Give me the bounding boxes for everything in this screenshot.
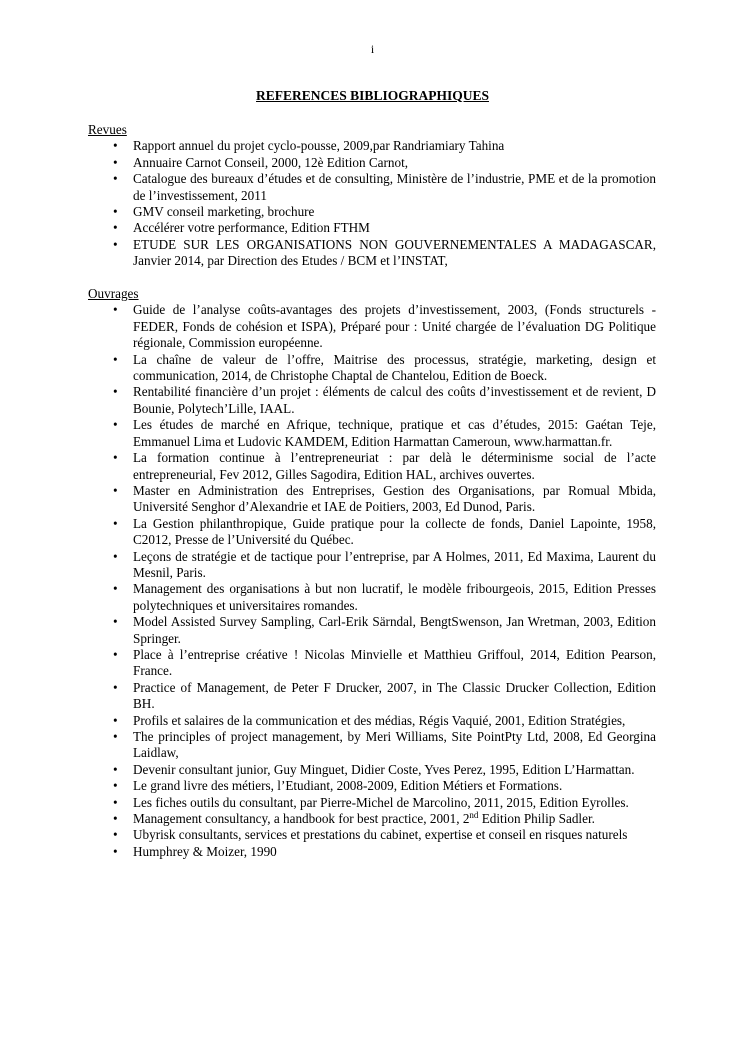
reference-item: • Les fiches outils du consultant, par Pierre-Michel de Marcolino, 2011, 2015, Edition Eyrolles. bbox=[88, 795, 656, 811]
page-title: REFERENCES BIBLIOGRAPHIQUES bbox=[256, 88, 489, 103]
reference-item: • Model Assisted Survey Sampling, Carl-Erik Särndal, BengtSwenson, Jan Wretman, 2003, Edition Springer. bbox=[88, 614, 656, 647]
reference-item: • Practice of Management, de Peter F Drucker, 2007, in The Classic Drucker Collection, Edition BH. bbox=[88, 680, 656, 713]
reference-item: • Guide de l’analyse coûts-avantages des projets d’investissement, 2003, (Fonds structurels - FEDER, Fonds de cohésion et ISPA), Préparé pour : Unité chargée de l’évaluation DG Politique régionale, Commission européenne. bbox=[88, 302, 656, 351]
reference-item: • La Gestion philanthropique, Guide pratique pour la collecte de fonds, Daniel Lapointe, 1958, C2012, Presse de l’Université du Québec. bbox=[88, 516, 656, 549]
reference-item: • Master en Administration des Entreprises, Gestion des Organisations, par Romual Mbida, Université Senghor d’Alexandrie et IAE de Poitiers, 2003, Ed Dunod, Paris. bbox=[88, 483, 656, 516]
page-number: i bbox=[370, 42, 375, 56]
reference-item: • Rapport annuel du projet cyclo-pousse, 2009,par Randriamiary Tahina bbox=[88, 138, 656, 154]
reference-item: • GMV conseil marketing, brochure bbox=[88, 204, 656, 220]
reference-item: • Management des organisations à but non lucratif, le modèle fribourgeois, 2015, Edition Presses polytechniques et universitaires romandes. bbox=[88, 581, 656, 614]
reference-item: • Catalogue des bureaux d’études et de consulting, Ministère de l’industrie, PME et de la promotion de l’investissement, 2011 bbox=[88, 171, 656, 204]
reference-item: • Leçons de stratégie et de tactique pour l’entreprise, par A Holmes, 2011, Ed Maxima, Laurent du Mesnil, Paris. bbox=[88, 549, 656, 582]
reference-item: • Les études de marché en Afrique, technique, pratique et cas d’études, 2015: Gaétan Teje, Emmanuel Lima et Ludovic KAMDEM, Edition Harmattan Cameroun, www.harmattan.fr. bbox=[88, 417, 656, 450]
section-spacer bbox=[88, 270, 656, 286]
reference-item: • Place à l’entreprise créative ! Nicolas Minvielle et Matthieu Griffoul, 2014, Edition Pearson, France. bbox=[88, 647, 656, 680]
reference-item: • La chaîne de valeur de l’offre, Maitrise des processus, stratégie, marketing, design et communication, 2014, de Christophe Chaptal de Chantelou, Edition de Boeck. bbox=[88, 352, 656, 385]
reference-item: • Annuaire Carnot Conseil, 2000, 12è Edition Carnot, bbox=[88, 155, 656, 171]
reference-item bbox=[88, 811, 656, 827]
reference-item: • Devenir consultant junior, Guy Minguet, Didier Coste, Yves Perez, 1995, Edition L’Harmattan. bbox=[88, 762, 656, 778]
reference-text: Edition Philip Sadler. bbox=[478, 811, 595, 827]
reference-item: • Le grand livre des métiers, l’Etudiant, 2008-2009, Edition Métiers et Formations. bbox=[88, 778, 656, 794]
reference-item: • ETUDE SUR LES ORGANISATIONS NON GOUVERNEMENTALES A MADAGASCAR, Janvier 2014, par Direction des Etudes / BCM et l’INSTAT, bbox=[88, 237, 656, 270]
section-heading-ouvrages: Ouvrages bbox=[88, 286, 139, 302]
reference-text: Management consultancy, a handbook for best practice, 2001, 2 bbox=[133, 811, 470, 827]
reference-item: • The principles of project management, by Meri Williams, Site PointPty Ltd, 2008, Ed Georgina Laidlaw, bbox=[88, 729, 656, 762]
bibliography bbox=[88, 122, 656, 860]
reference-item: • Accélérer votre performance, Edition FTHM bbox=[88, 220, 656, 236]
reference-item: • Rentabilité financière d’un projet : éléments de calcul des coûts d’investissement et de revient, D Bounie, Polytech’Lille, IAAL. bbox=[88, 384, 656, 417]
reference-item: • Humphrey & Moizer, 1990 bbox=[88, 844, 656, 860]
ordinal-superscript: nd bbox=[469, 810, 479, 821]
reference-item: • Ubyrisk consultants, services et prestations du cabinet, expertise et conseil en risques naturels bbox=[88, 827, 656, 843]
ouvrages-list bbox=[88, 302, 656, 860]
section-heading-revues: Revues bbox=[88, 122, 127, 137]
reference-item: • La formation continue à l’entrepreneuriat : par delà le déterminisme social de l’acte entrepreneurial, Fev 2012, Gilles Sagodira, Edition HAL, archives ouvertes. bbox=[88, 450, 656, 483]
reference-item: • Profils et salaires de la communication et des médias, Régis Vaquié, 2001, Edition Stratégies, bbox=[88, 713, 656, 729]
revues-list bbox=[88, 138, 656, 269]
